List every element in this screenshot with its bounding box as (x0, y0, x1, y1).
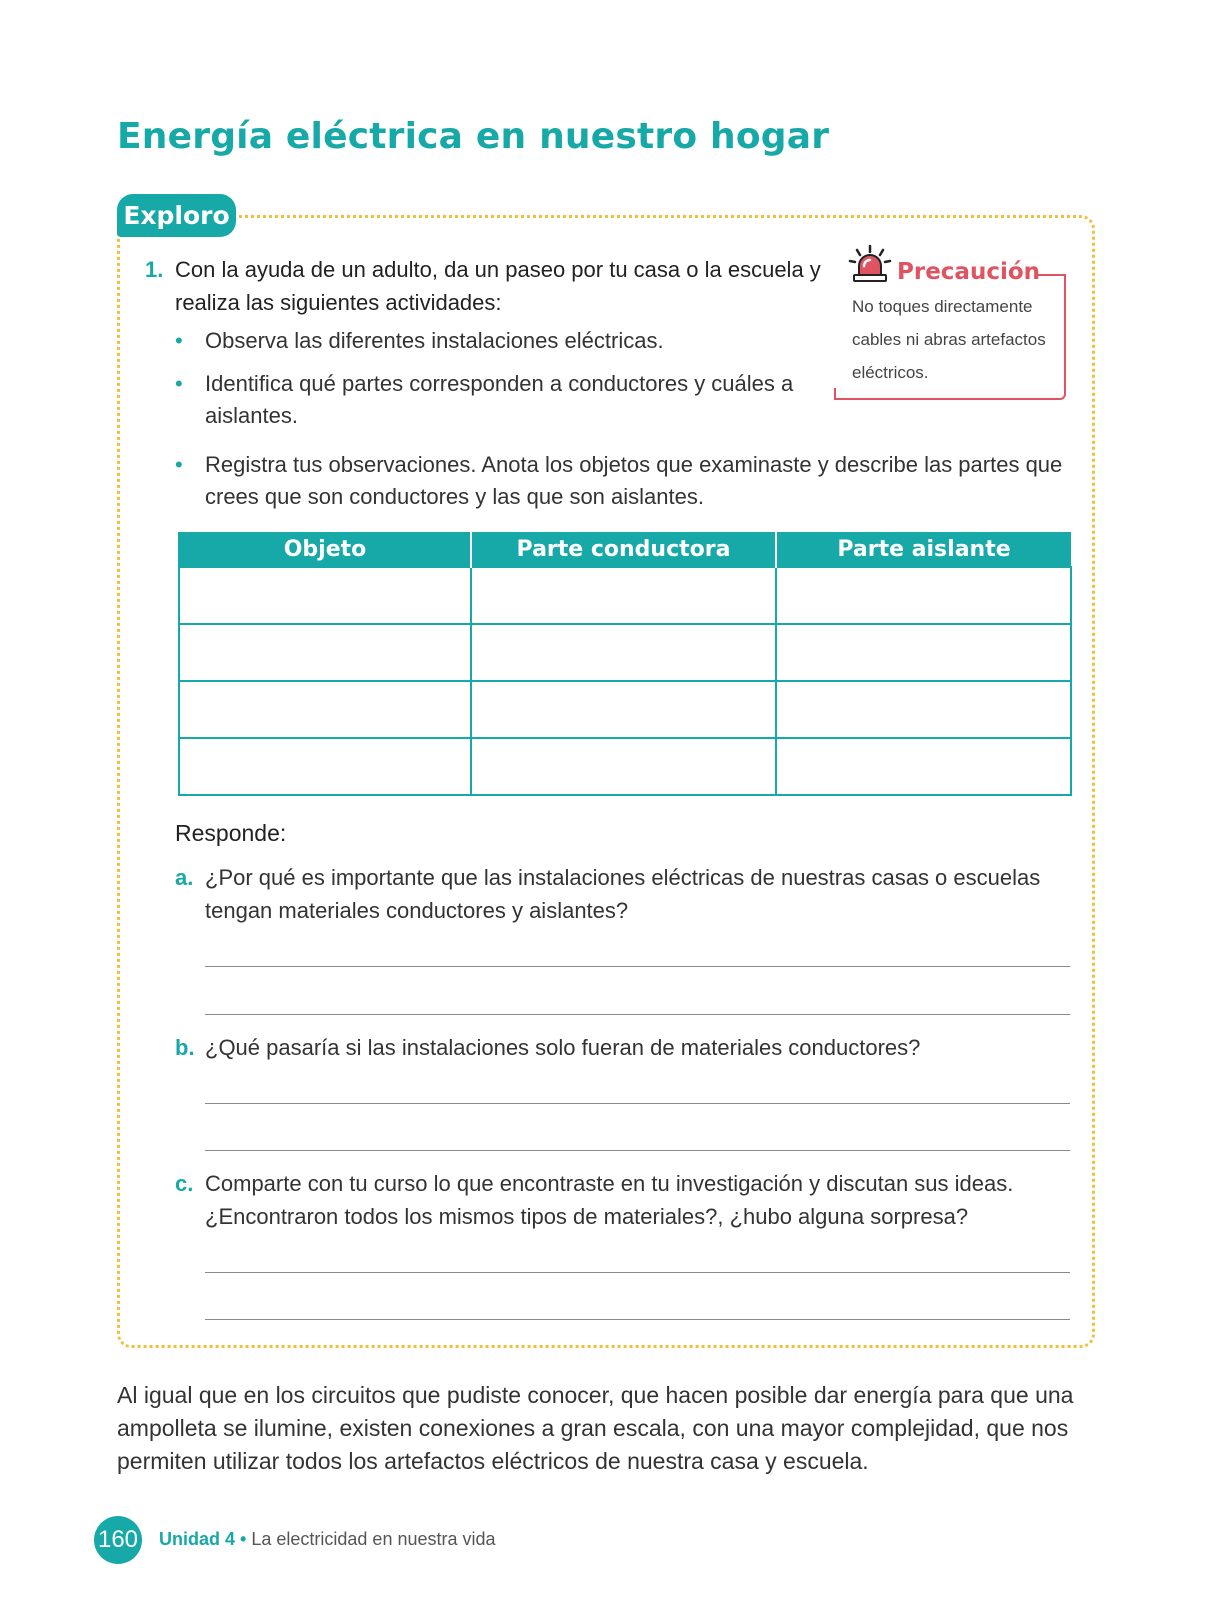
question-b (175, 1031, 1075, 1064)
table-row (179, 624, 1071, 681)
table-row (179, 681, 1071, 738)
bullet-text: Observa las diferentes instalaciones eléctricas. (205, 328, 664, 353)
answer-line[interactable] (205, 966, 1070, 967)
answer-line[interactable] (205, 1272, 1070, 1273)
table-header-row (179, 532, 1071, 567)
table-cell[interactable] (776, 624, 1071, 681)
footer (159, 1529, 496, 1550)
question-letter: b. (175, 1035, 195, 1060)
alarm-light-icon (848, 244, 892, 284)
question-1 (145, 253, 835, 319)
responde-label: Responde: (175, 820, 287, 846)
table-cell[interactable] (471, 567, 776, 624)
explore-tab: Exploro (117, 194, 236, 237)
question-a (175, 861, 1075, 927)
column-header-object: Objeto (179, 532, 471, 567)
table-cell[interactable] (471, 681, 776, 738)
caution-title: Precaución (897, 259, 1041, 285)
bullet-item (175, 325, 775, 357)
question-1-number: 1. (145, 257, 164, 282)
question-c (175, 1167, 1075, 1233)
table-cell[interactable] (776, 681, 1071, 738)
bullet-item (175, 368, 795, 432)
question-text: ¿Qué pasaría si las instalaciones solo fueran de materiales conductores? (205, 1035, 921, 1060)
page-title: Energía eléctrica en nuestro hogar (117, 116, 830, 157)
column-header-insulating-part: Parte aislante (776, 532, 1071, 567)
table-cell[interactable] (179, 567, 471, 624)
answer-line[interactable] (205, 1103, 1070, 1104)
bullet-item (175, 449, 1075, 513)
page-number: 160 (94, 1516, 142, 1564)
question-letter: c. (175, 1171, 194, 1196)
caution-text: No toques directamente cables ni abras artefactos eléctricos. (852, 297, 1046, 382)
bullet-text: Identifica qué partes corresponden a conductores y cuáles a aislantes. (205, 371, 794, 428)
table-cell[interactable] (179, 738, 471, 795)
question-1-text: Con la ayuda de un adulto, da un paseo por tu casa o la escuela y realiza las siguientes actividades: (175, 257, 821, 315)
table-cell[interactable] (776, 567, 1071, 624)
table-cell[interactable] (179, 681, 471, 738)
closing-paragraph: Al igual que en los circuitos que pudiste conocer, que hacen posible dar energía para que una ampolleta se ilumine, existen conexiones a gran escala, con una mayor complejidad, que nos permiten utilizar todos los artefactos eléctricos de nuestra casa y escuela. (117, 1382, 1074, 1474)
question-text: ¿Por qué es importante que las instalaciones eléctricas de nuestras casas o escuelas tengan materiales conductores y aislantes? (205, 865, 1041, 923)
table-row (179, 738, 1071, 795)
bullet-dot-icon: • (175, 328, 183, 353)
table-cell[interactable] (471, 624, 776, 681)
table-cell[interactable] (471, 738, 776, 795)
column-header-conductive-part: Parte conductora (471, 532, 776, 567)
footer-separator: • (240, 1529, 247, 1549)
footer-unit-title: La electricidad en nuestra vida (251, 1529, 496, 1549)
bullet-dot-icon: • (175, 371, 183, 396)
answer-line[interactable] (205, 1150, 1070, 1151)
bullet-text: Registra tus observaciones. Anota los objetos que examinaste y describe las partes que crees que son conductores y las que son aislantes. (205, 452, 1063, 509)
table-row (179, 567, 1071, 624)
bullet-dot-icon: • (175, 452, 183, 477)
table-cell[interactable] (776, 738, 1071, 795)
question-text: Comparte con tu curso lo que encontraste en tu investigación y discutan sus ideas. ¿Encontraron todos los mismos tipos de materiales?, ¿hubo alguna sorpresa? (205, 1171, 1014, 1229)
question-letter: a. (175, 865, 194, 890)
footer-unit: Unidad 4 (159, 1529, 236, 1549)
observations-table (178, 532, 1072, 796)
answer-line[interactable] (205, 1014, 1070, 1015)
answer-line[interactable] (205, 1319, 1070, 1320)
table-cell[interactable] (179, 624, 471, 681)
